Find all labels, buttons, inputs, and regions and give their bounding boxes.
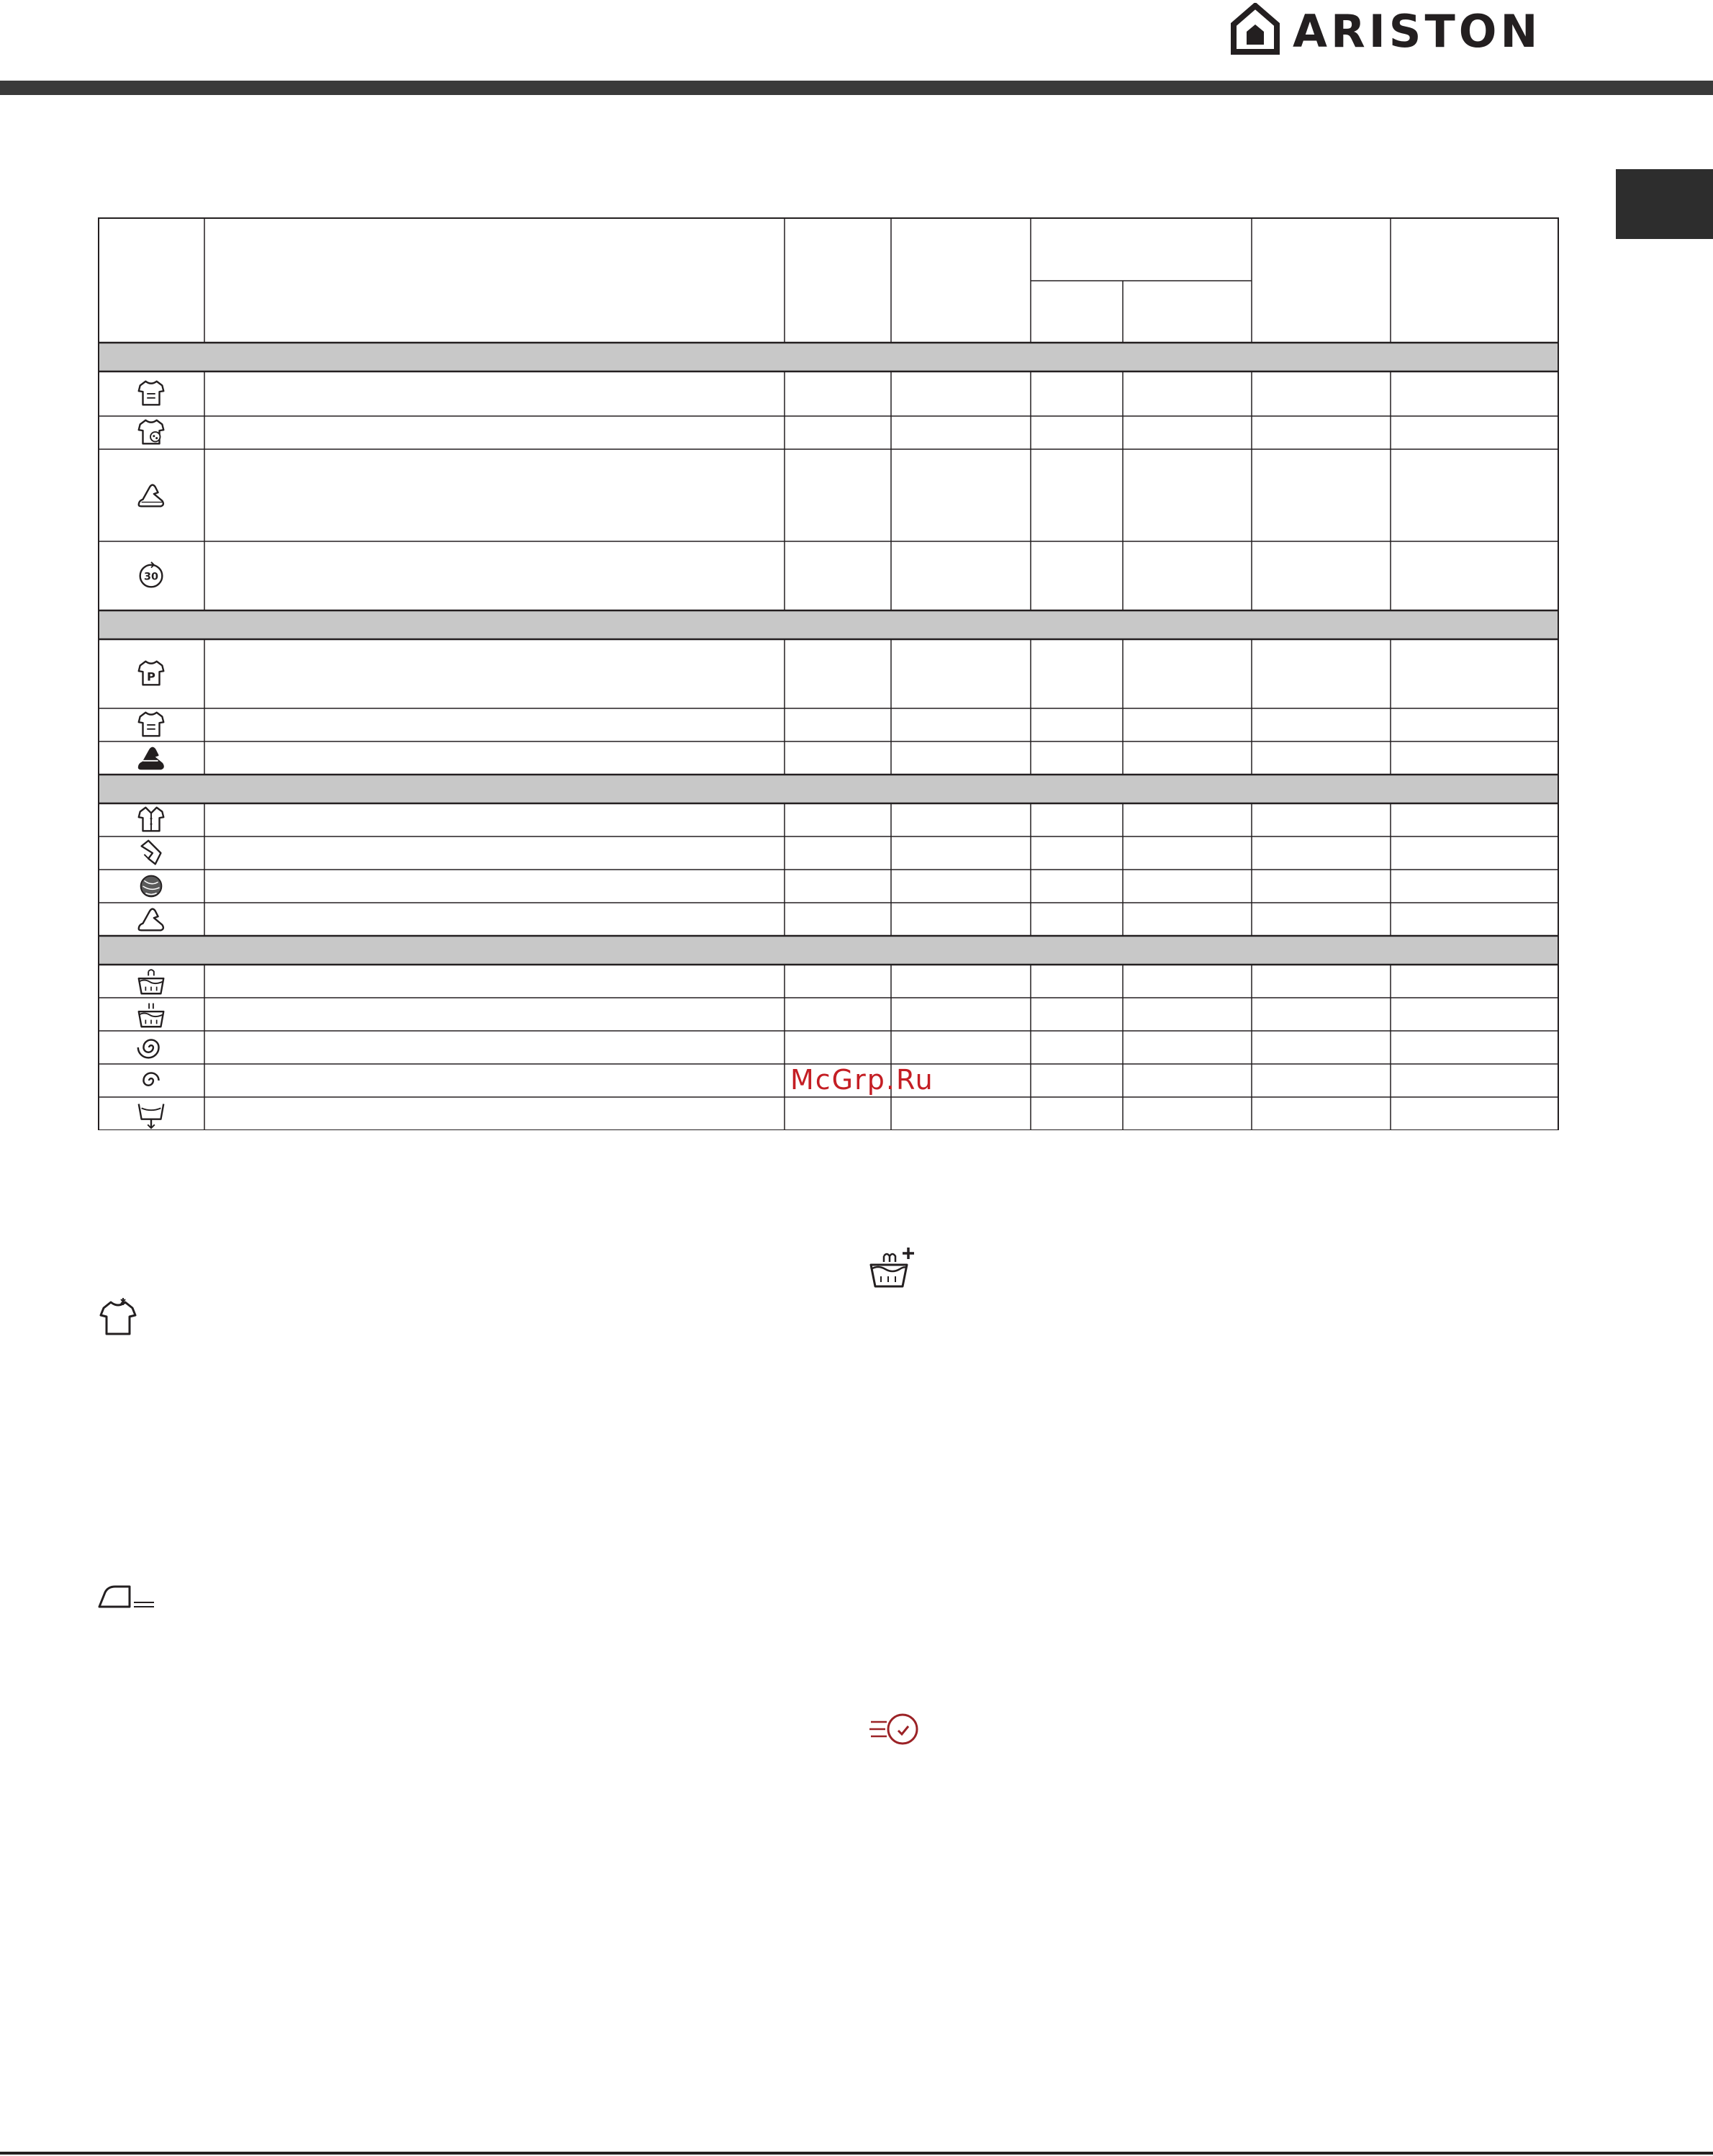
delicates-icon [135,903,168,935]
rinse-plus-icon [135,965,168,997]
table-row-icon-cell [98,965,204,998]
table-row-icon-cell [98,1064,204,1097]
program-group-band [98,343,1559,371]
synthetic-shirt-icon [135,658,168,690]
shirts-icon [135,804,168,836]
table-row-icon-cell [98,836,204,870]
brand-logo [1229,0,1560,58]
quick-30-icon [135,560,168,592]
program-group-band [98,610,1559,639]
delicate-spin-icon [135,1065,168,1096]
language-tab [1616,169,1713,239]
svg-text:30: 30 [144,571,158,583]
stain-removal-icon [98,1298,138,1338]
dark-fabrics-icon [135,742,168,774]
program-table-grid [98,217,1559,1130]
stained-shirt-icon [135,417,168,448]
table-row-icon-cell [98,998,204,1031]
table-row-icon-cell [98,741,204,775]
rinse-icon [135,998,168,1030]
table-row-icon-cell [98,803,204,836]
spin-icon [135,1032,168,1063]
table-row-icon-cell [98,449,204,541]
wool-icon [135,870,168,902]
house-icon [1229,3,1281,55]
table-row-icon-cell [98,541,204,610]
easy-iron-icon [98,1584,155,1610]
program-group-band [98,775,1559,803]
table-row-icon-cell [98,371,204,416]
table-row-icon-cell [98,416,204,449]
program-table [98,217,1559,1130]
table-row-icon-cell [98,639,204,708]
brand-name: ARISTON [1293,5,1542,58]
table-row-icon-cell [98,903,204,936]
table-row-icon-cell [98,1031,204,1064]
delay-timer-icon [868,1710,923,1748]
drain-icon [135,1098,168,1129]
footer-line [0,2152,1713,2155]
cotton-shirt-icon [135,709,168,741]
table-row-icon-cell [98,870,204,903]
svg-text:P: P [147,669,155,684]
table-row-icon-cell [98,1097,204,1130]
header-bar [0,81,1713,95]
table-row-icon-cell [98,708,204,741]
watermark: McGrp.Ru [790,1064,934,1096]
mixed-fabrics-icon [135,479,168,511]
program-group-band [98,936,1559,965]
extra-rinse-icon [868,1245,916,1289]
cotton-shirt-icon [135,378,168,410]
silk-icon [135,837,168,869]
